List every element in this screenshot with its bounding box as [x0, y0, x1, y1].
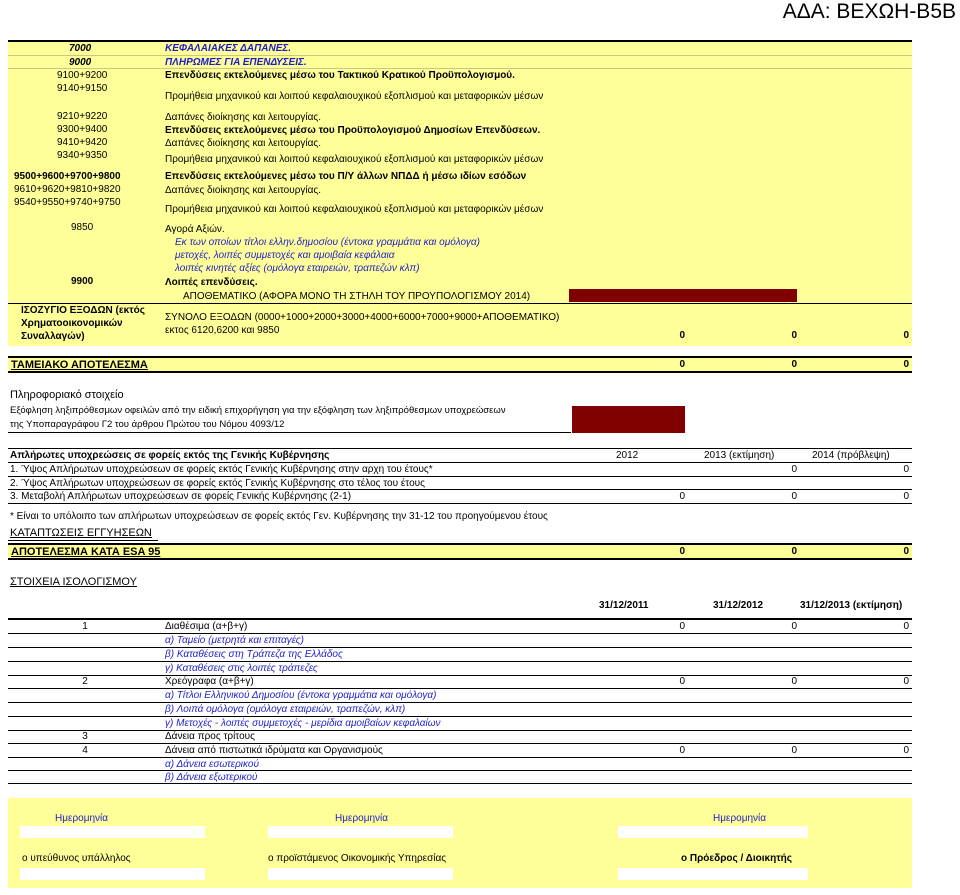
divider: [8, 55, 912, 56]
bs-loans-v3: 0: [903, 745, 909, 756]
desc-other-securities: λοιπές κινητές αξίες (ομόλογα εταιρειών, τραπεζών κλπ): [175, 263, 420, 274]
bs-num-1: 1: [82, 621, 88, 632]
divider: [8, 303, 912, 304]
total-expenses-label: ΣΥΝΟΛΟ ΕΞΟΔΩΝ (0000+1000+2000+3000+4000+6000+7000+9000+ΑΠΟΘΕΜΑΤΙΚΟ): [165, 312, 560, 323]
desc-admin-3: Δαπάνες διοίκησης και λειτουργίας.: [165, 185, 321, 196]
date-box-3[interactable]: [618, 826, 808, 838]
desc-equipment-1: Προμήθεια μηχανικού και λοιπού κεφαλαιουχικού εξοπλισμού και μεταφορικών μέσων: [165, 91, 544, 102]
code-9100: 9100+9200: [57, 70, 108, 81]
divider: [8, 489, 912, 490]
bs-cash-label: Διαθέσιμα (α+β+γ): [165, 621, 248, 632]
bs-cash-b: β) Καταθέσεις στη Τράπεζα της Ελλάδος: [165, 649, 343, 660]
code-9300: 9300+9400: [57, 124, 108, 135]
bs-bonds-v2: 0: [791, 676, 797, 687]
code-9140: 9140+9150: [57, 83, 108, 94]
desc-investment-payments: ΠΛΗΡΩΜΕΣ ΓΙΑ ΕΠΕΝΔΥΣΕΙΣ.: [165, 57, 307, 68]
total-expenses-exclusion: εκτος 6120,6200 και 9850: [165, 325, 280, 336]
guarantees-label: ΚΑΤΑΠΤΩΣΕΙΣ ΕΓΓΥΗΣΕΩΝ: [10, 527, 152, 539]
bs-cash-v2: 0: [791, 621, 797, 632]
desc-other-investments: Λοιπές επενδύσεις.: [165, 277, 258, 288]
bs-col-2012: 31/12/2012: [713, 600, 764, 611]
bs-bonds-v3: 0: [903, 676, 909, 687]
info-value-cell: [572, 406, 685, 433]
divider: [8, 757, 912, 758]
balance-value-3: 0: [903, 330, 909, 341]
bs-bonds-v1: 0: [679, 676, 685, 687]
desc-shares: μετοχές, λοιπές συμμετοχές και αμοιβαία κεφάλαια: [175, 250, 395, 261]
code-9610: 9610+9620+9810+9820: [14, 184, 121, 195]
divider: [8, 702, 912, 703]
esa-value-1: 0: [679, 546, 685, 557]
desc-equipment-3: Προμήθεια μηχανικού και λοιπού κεφαλαιουχικού εξοπλισμού και μεταφορικών μέσων: [165, 204, 544, 215]
desc-other-entities: Επενδύσεις εκτελούμενες μέσω του Π/Υ άλλων ΝΠΔΔ ή μέσω ιδίων εσόδων: [165, 171, 527, 182]
desc-gov-bonds: Εκ των οποίων τίτλοι ελλην.δημοσίου (έντοκα γραμμάτια και ομόλογα): [175, 237, 480, 248]
divider: [8, 716, 912, 717]
desc-regular-budget: Επενδύσεις εκτελούμενες μέσω του Τακτικού Κρατικού Προϋπολογισμού.: [165, 70, 515, 81]
bs-loans-v2: 0: [791, 745, 797, 756]
signature-president: ο Πρόεδρος / Διοικητής: [681, 853, 792, 864]
divider: [8, 432, 571, 433]
arrears-row-3-2013: 0: [791, 491, 797, 502]
desc-reserve: ΑΠΟΘΕΜΑΤΙΚΟ (ΑΦΟΡΑ ΜΟΝΟ ΤΗ ΣΤΗΛΗ ΤΟΥ ΠΡΟΥΠΟΛΟΓΙΣΜΟΥ 2014): [183, 291, 531, 302]
code-9850: 9850: [71, 222, 94, 233]
arrears-col-2013: 2013 (εκτίμηση): [704, 450, 775, 461]
date-label-2: Ημερομηνία: [335, 813, 389, 824]
date-box-2[interactable]: [268, 826, 453, 838]
desc-capital-expenses: ΚΕΦΑΛΑΙΑΚΕΣ ΔΑΠΑΝΕΣ.: [165, 43, 292, 54]
divider: [8, 743, 912, 744]
bs-bonds-a: α) Τίτλοι Ελληνικού Δημοσίου (έντοκα γραμμάτια και ομόλογα): [165, 690, 437, 701]
signature-box-3[interactable]: [618, 868, 808, 880]
balance-sheet-title: ΣΤΟΙΧΕΙΑ ΙΣΟΛΟΓΙΣΜΟΥ: [10, 576, 137, 588]
bs-loans-label: Δάνεια από πιστωτικά ιδρύματα και Οργανισμούς: [165, 745, 383, 756]
cash-result-value-1: 0: [679, 359, 685, 370]
info-title: Πληροφοριακό στοιχείο: [10, 389, 124, 401]
bs-loans-given: Δάνεια προς τρίτους: [165, 731, 255, 742]
info-line-1: Εξόφληση ληξιπρόθεσμων οφειλών από την ειδική επιχορήγηση για την εξόφληση των ληξιπρόθεσμων υποχρεώσεων: [10, 405, 506, 416]
code-9000: 9000: [69, 57, 92, 68]
bs-col-2011: 31/12/2011: [599, 600, 649, 611]
divider: [8, 661, 912, 662]
esa-value-3: 0: [903, 546, 909, 557]
code-9410: 9410+9420: [57, 137, 108, 148]
code-9210: 9210+9220: [57, 111, 108, 122]
arrears-row-3-2012: 0: [679, 491, 685, 502]
arrears-row-1: 1. Ύψος Απλήρωτων υποχρεώσεων σε φορείς εκτός Γενικής Κυβέρνησης στην αρχη του έτους*: [10, 464, 433, 475]
date-box-1[interactable]: [20, 826, 205, 838]
esa-label: ΑΠΟΤΕΛΕΣΜΑ ΚΑΤΑ ESA 95: [11, 546, 161, 558]
desc-admin-1: Δαπάνες διοίκησης και λειτουργίας.: [165, 112, 321, 123]
reserve-bar: [569, 289, 797, 302]
desc-public-investments: Επενδύσεις εκτελούμενες μέσω του Προϋπολογισμού Δημοσίων Επενδύσεων.: [165, 125, 541, 136]
ada-code: ΑΔΑ: ΒΕΧΩΗ-Β5Β: [782, 0, 956, 23]
cash-result-value-3: 0: [903, 359, 909, 370]
bs-col-2013: 31/12/2013 (εκτίμηση): [800, 600, 903, 611]
arrears-col-2012: 2012: [616, 450, 639, 461]
bs-cash-c: γ) Καταθέσεις στις λοιπές τράπεζες: [165, 663, 318, 674]
divider: [8, 633, 912, 634]
esa-value-2: 0: [791, 546, 797, 557]
divider: [8, 68, 912, 69]
arrears-col-2014: 2014 (πρόβλεψη): [812, 450, 890, 461]
bs-bonds-label: Χρεόγραφα (α+β+γ): [165, 676, 254, 687]
balance-label-2: Χρηματοοικονομικών: [21, 318, 123, 329]
arrears-row-1-2014: 0: [903, 464, 909, 475]
bs-bonds-c: γ) Μετοχές - λοιπές συμμετοχές - μερίδια αμοιβαίων κεφαλαίων: [165, 718, 441, 729]
desc-admin-2: Δαπάνες διοίκησης και λειτουργίας.: [165, 138, 321, 149]
signature-officer: ο υπεύθυνος υπάλληλος: [22, 853, 131, 864]
balance-value-1: 0: [679, 330, 685, 341]
code-9500: 9500+9600+9700+9800: [14, 171, 121, 182]
date-label-3: Ημερομηνία: [713, 813, 767, 824]
desc-equipment-2: Προμήθεια μηχανικού και λοιπού κεφαλαιουχικού εξοπλισμού και μεταφορικών μέσων: [165, 154, 544, 165]
balance-value-2: 0: [791, 330, 797, 341]
balance-label-3: Συναλλαγών): [21, 331, 85, 342]
arrears-row-1-2013: 0: [791, 464, 797, 475]
divider: [8, 730, 912, 731]
bs-num-3: 3: [82, 731, 88, 742]
arrears-footnote: * Είναι το υπόλοιπο των απλήρωτων υποχρεώσεων σε φορείς εκτός Γεν. Κυβέρνησης την 31-12 του προηγούμενου έτους: [10, 511, 548, 522]
cash-result-label: ΤΑΜΕΙΑΚΟ ΑΠΟΤΕΛΕΣΜΑ: [11, 359, 148, 371]
bs-cash-a: α) Ταμείο (μετρητά και επιταγές): [165, 635, 304, 646]
code-9340: 9340+9350: [57, 150, 108, 161]
top-border: [8, 40, 912, 42]
arrears-row-2: 2. Ύψος Απλήρωτων υποχρεώσεων σε φορείς εκτός Γενικής Κυβέρνησης στο τέλος του έτους: [10, 478, 425, 489]
info-line-2: της Υποπαραγράφου Γ2 του άρθρου Πρώτου του Νόμου 4093/12: [10, 419, 285, 430]
bs-num-4: 4: [82, 745, 88, 756]
cash-result-value-2: 0: [791, 359, 797, 370]
date-label-1: Ημερομηνία: [55, 813, 109, 824]
divider: [8, 647, 912, 648]
code-7000: 7000: [69, 43, 92, 54]
bs-loans-a: α) Δάνεια εσωτερικού: [165, 759, 259, 770]
bs-bottom-border: [8, 783, 912, 784]
arrears-title: Απλήρωτες υποχρεώσεις σε φορείς εκτός της Γενικής Κυβέρνησης: [10, 450, 330, 461]
bs-num-2: 2: [82, 676, 88, 687]
arrears-row-3-2014: 0: [903, 491, 909, 502]
bs-loans-b: β) Δάνεια εξωτερικού: [165, 772, 258, 783]
divider: [8, 540, 158, 541]
divider: [8, 462, 912, 463]
signature-finance-head: ο προϊστάμενος Οικονομικής Υπηρεσίας: [268, 853, 447, 864]
bs-top-border: [8, 618, 912, 620]
bs-loans-v1: 0: [679, 745, 685, 756]
bs-cash-v1: 0: [679, 621, 685, 632]
divider: [8, 688, 912, 689]
bs-bonds-b: β) Λοιπά ομόλογα (ομόλογα εταιρειών, τραπεζών, κλπ): [165, 704, 406, 715]
signature-box-1[interactable]: [20, 868, 205, 880]
signature-box-2[interactable]: [268, 868, 453, 880]
divider: [8, 476, 912, 477]
balance-label-1: ΙΣΟΖΥΓΙΟ ΕΞΟΔΩΝ (εκτός: [21, 305, 145, 316]
arrears-row-3: 3. Μεταβολή Απλήρωτων υποχρεώσεων σε φορείς Γενικής Κυβέρνησης (2-1): [10, 491, 352, 502]
bs-cash-v3: 0: [903, 621, 909, 632]
desc-securities: Αγορά Αξιών.: [165, 224, 225, 235]
divider: [8, 770, 912, 771]
code-9900: 9900: [71, 276, 94, 287]
code-9540: 9540+9550+9740+9750: [14, 197, 121, 208]
